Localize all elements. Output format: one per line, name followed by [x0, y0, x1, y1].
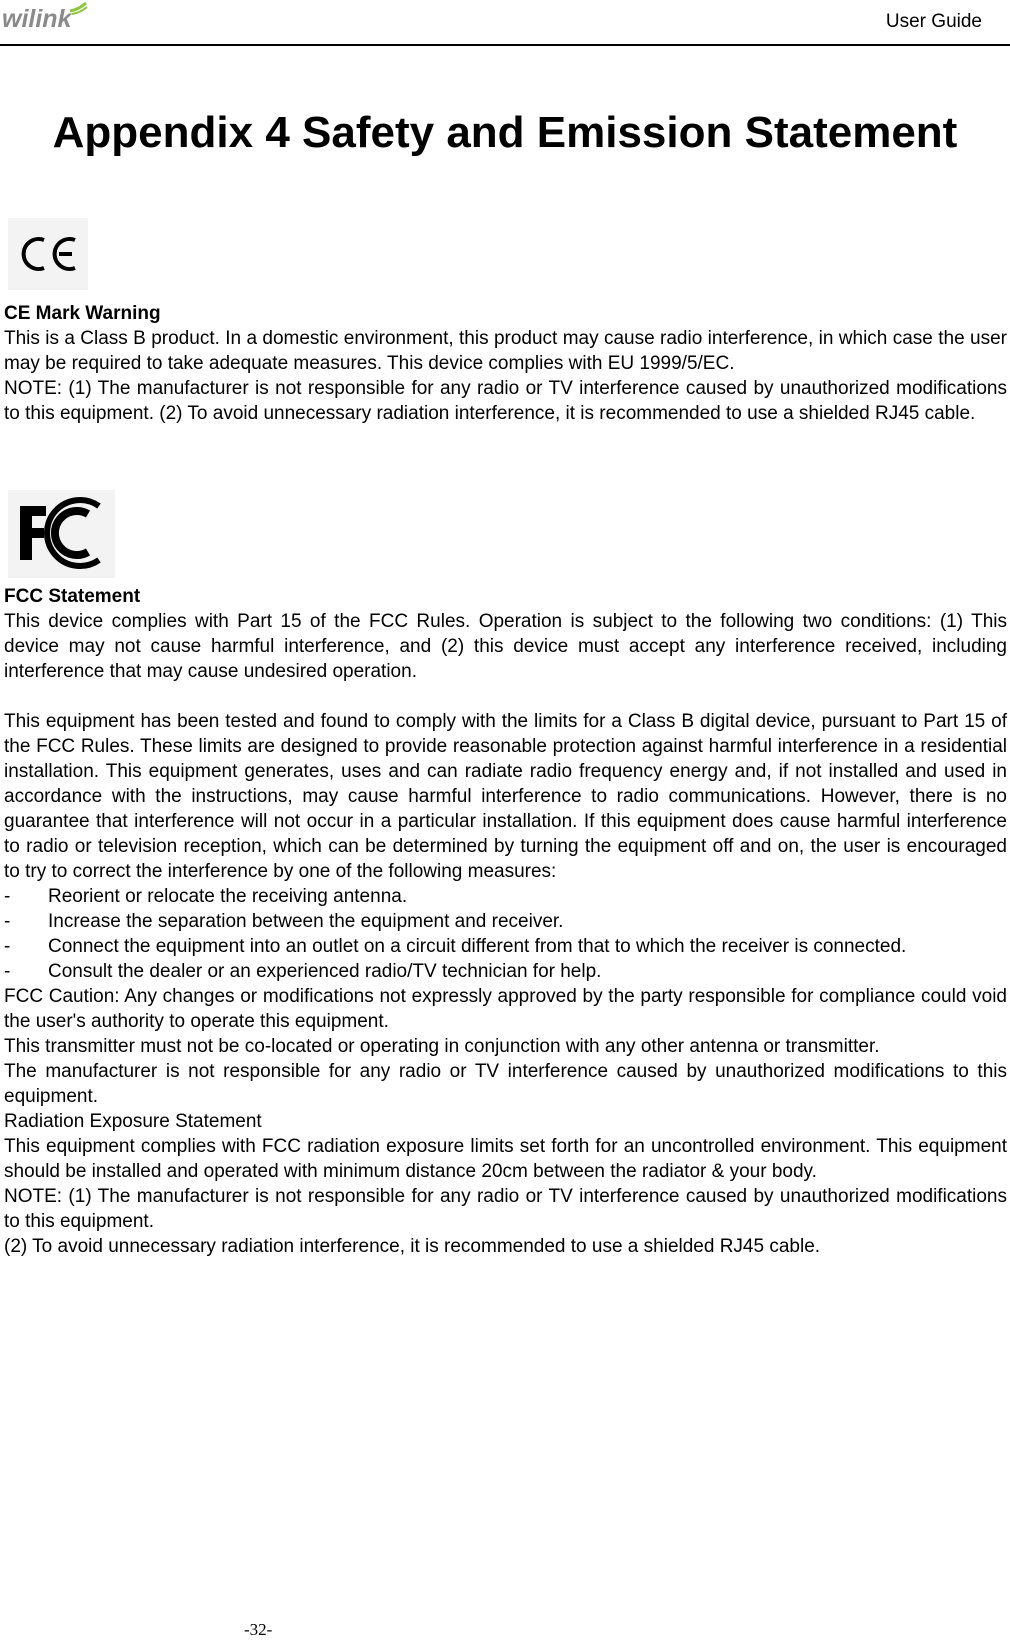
measure-item [4, 959, 1007, 984]
wilink-logo [2, 2, 92, 32]
fcc-manufacturer: The manufacturer is not responsible for any radio or TV interference caused by unauthorized modifications to this equipment. [4, 1061, 1007, 1107]
ce-paragraph: This is a Class B product. In a domestic environment, this product may cause radio interference, in which case the user may be required to take adequate measures. This device complies with EU 1999/5/EC. [4, 328, 1007, 374]
measure-dash: - [4, 961, 11, 982]
measure-dash: - [4, 911, 11, 932]
measure-item [4, 884, 1007, 909]
fcc-heading: FCC Statement [4, 586, 141, 607]
ce-heading: CE Mark Warning [4, 303, 161, 324]
fcc-section [4, 584, 1007, 1259]
fcc-note-1: NOTE: (1) The manufacturer is not responsible for any radio or TV interference caused by unauthorized modifications to this equipment. [4, 1186, 1007, 1232]
radiation-heading: Radiation Exposure Statement [4, 1111, 262, 1132]
fcc-class-b: This equipment has been tested and found to comply with the limits for a Class B digital device, pursuant to Part 15 of the FCC Rules. These limits are designed to provide reasonable protection against harmful interference in a residential installation. This equipment generates, uses and can radiate radio frequency energy and, if not installed and used in accordance with the instructions, may cause harmful interference to radio communications. However, there is no guarantee that interference will not occur in a particular installation. If this equipment does cause harmful interference to radio or television reception, which can be determined by turning the equipment off and on, the user is encouraged to try to correct the interference by one of the following measures: [4, 711, 1007, 882]
fcc-mark-icon [8, 490, 115, 578]
page-title: Appendix 4 Safety and Emission Statement [52, 108, 958, 157]
header-user-guide: User Guide [885, 11, 982, 32]
page-number: -32- [244, 1620, 273, 1639]
fcc-caution: FCC Caution: Any changes or modifications not expressly approved by the party responsible for compliance could void the user's authority to operate this equipment. [4, 986, 1007, 1032]
ce-note: NOTE: (1) The manufacturer is not responsible for any radio or TV interference caused by unauthorized modifications to this equipment. (2) To avoid unnecessary radiation interference, it is recommended to use a shielded RJ45 cable. [4, 378, 1007, 424]
ce-mark-logo [8, 218, 88, 290]
fcc-colocation: This transmitter must not be co-located or operating in conjunction with any other antenna or transmitter. [4, 1036, 880, 1057]
header-divider [0, 44, 1010, 46]
radiation-text: This equipment complies with FCC radiation exposure limits set forth for an uncontrolled environment. This equipment should be installed and operated with minimum distance 20cm between the radiator & your body. [4, 1136, 1007, 1182]
fcc-conditions: This device complies with Part 15 of the FCC Rules. Operation is subject to the following two conditions: (1) This device may not cause harmful interference, and (2) this device must accept any interference received, including interference that may cause undesired operation. [4, 611, 1007, 682]
measure-dash: - [4, 886, 11, 907]
paragraph-gap [4, 684, 1007, 709]
measure-text: Connect the equipment into an outlet on a circuit different from that to which the receiver is connected. [48, 936, 907, 957]
logo-text: wilink [2, 5, 72, 33]
measure-item [4, 909, 1007, 934]
measure-text: Consult the dealer or an experienced radio/TV technician for help. [48, 961, 602, 982]
page-header [0, 0, 1010, 46]
ce-section [4, 301, 1007, 426]
wilink-logo-graphic [2, 2, 92, 34]
measure-dash: - [4, 936, 11, 957]
fcc-mark-logo [8, 490, 115, 578]
ce-mark-icon [8, 218, 88, 290]
fcc-note-2: (2) To avoid unnecessary radiation interference, it is recommended to use a shielded RJ45 cable. [4, 1236, 821, 1257]
measure-text: Increase the separation between the equipment and receiver. [48, 911, 564, 932]
measure-text: Reorient or relocate the receiving antenna. [48, 886, 408, 907]
measure-item [4, 934, 1007, 959]
